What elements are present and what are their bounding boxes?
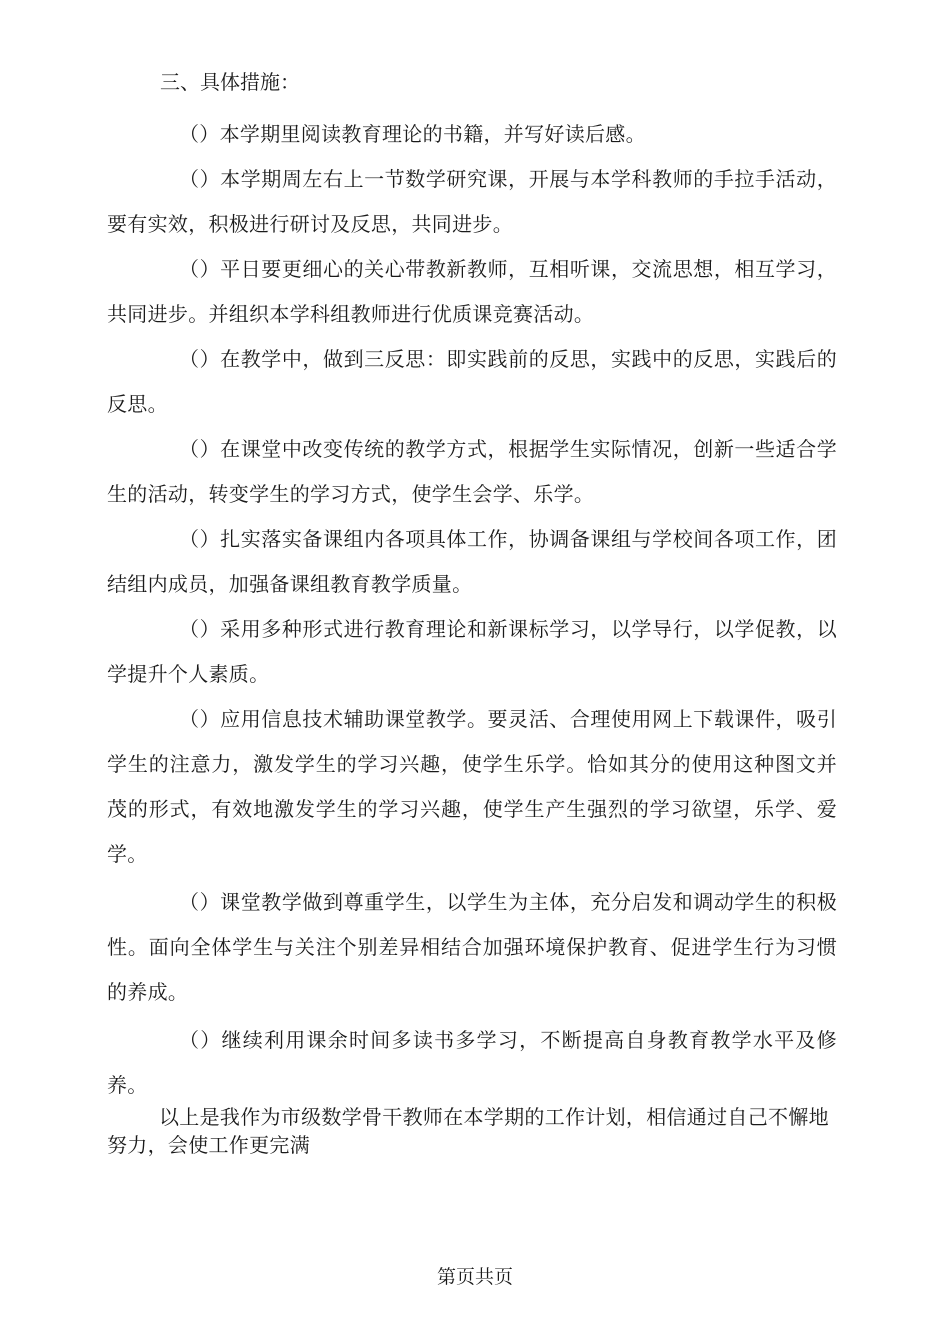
measure-item-6: （）扎实落实备课组内各项具体工作，协调备课组与学校间各项工作，团结组内成员，加强备课组教育教学质量。: [107, 527, 837, 596]
page-footer: 第页共页: [436, 1266, 513, 1288]
measure-item-1: （）本学期里阅读教育理论的书籍，并写好读后感。: [179, 122, 646, 146]
measure-item-2: （）本学期周左右上一节数学研究课，开展与本学科教师的手拉手活动，要有实效，积极进行研讨及反思，共同进步。: [107, 167, 837, 236]
closing-paragraph: 以上是我作为市级数学骨干教师在本学期的工作计划，相信通过自己不懈地努力，会使工作更完满: [107, 1105, 829, 1157]
measure-item-7: （）采用多种形式进行教育理论和新课标学习，以学导行，以学促教，以学提升个人素质。: [107, 617, 837, 686]
measure-item-5: （）在课堂中改变传统的教学方式，根据学生实际情况，创新一些适合学生的活动，转变学生的学习方式，使学生会学、乐学。: [107, 437, 837, 506]
measure-item-3: （）平日要更细心的关心带教新教师，互相听课，交流思想，相互学习，共同进步。并组织本学科组教师进行优质课竞赛活动。: [107, 257, 837, 326]
measure-item-9: （）课堂教学做到尊重学生，以学生为主体，充分启发和调动学生的积极性。面向全体学生与关注个别差异相结合加强环境保护教育、促进学生行为习惯的养成。: [107, 890, 837, 1004]
measure-item-8: （）应用信息技术辅助课堂教学。要灵活、合理使用网上下载课件，吸引学生的注意力，激发学生的学习兴趣，使学生乐学。恰如其分的使用这种图文并茂的形式，有效地激发学生的学习兴趣，使学生产生强烈的学习欲望，乐学、爱学。: [107, 707, 837, 866]
section-heading: 三、具体措施：: [160, 70, 300, 94]
measure-item-10: （）继续利用课余时间多读书多学习，不断提高自身教育教学水平及修养。: [107, 1028, 837, 1097]
measure-item-4: （）在教学中，做到三反思：即实践前的反思，实践中的反思，实践后的反思。: [107, 347, 837, 416]
